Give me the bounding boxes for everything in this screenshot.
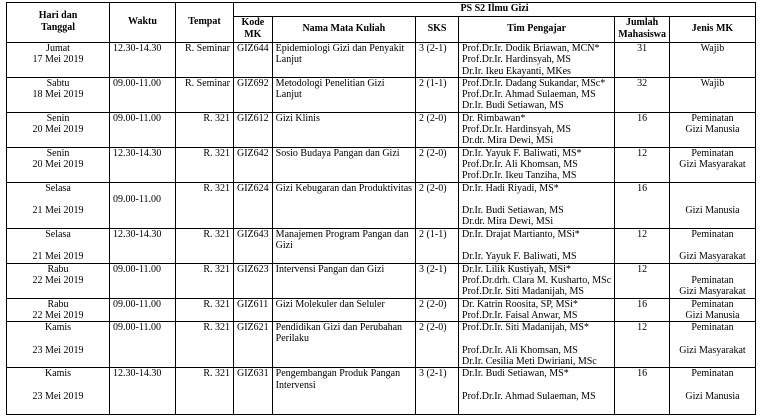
cell-course-line: Lanjut	[275, 89, 302, 101]
cell-code: GIZ623	[234, 263, 273, 298]
cell-lecturers-line: Dr.Ir. Hadi Riyadi, MS*	[462, 182, 559, 194]
cell-day-line	[10, 135, 106, 146]
cell-place: R. 321	[176, 263, 234, 298]
cell-course	[272, 228, 415, 263]
cell-lecturers-line: Dr.Ir. Budi Setiawan, MS*	[462, 368, 569, 380]
cell-type	[669, 77, 755, 112]
cell-students: 16	[615, 368, 670, 414]
cell-time-line: 09.00-11.00	[113, 193, 161, 205]
table-row	[7, 112, 756, 147]
cell-course-line: Pengembangan Produk Pangan	[275, 368, 401, 380]
cell-type-line	[673, 100, 752, 111]
cell-students: 32	[615, 77, 670, 112]
cell-place: R. 321	[176, 147, 234, 182]
cell-type-line	[673, 135, 752, 146]
cell-type-line	[673, 240, 752, 251]
cell-day-line: 21 Mei 2019	[32, 251, 84, 263]
cell-time-line: 12.30-14.30	[113, 368, 162, 380]
cell-type-line: Gizi Masyarakat	[679, 158, 746, 170]
cell-type-line	[673, 356, 752, 367]
cell-time-line	[113, 402, 172, 413]
cell-day-line: Senin	[46, 147, 70, 159]
cell-lecturers-line: Prof.Dr.Ir. Ahmad Sulaeman, MS	[462, 390, 596, 402]
cell-course-line	[276, 205, 412, 216]
cell-type-line: Gizi Manusia	[685, 124, 740, 136]
cell-credits: 2 (1-1)	[416, 77, 459, 112]
cell-lecturers-line: Prof.Dr.Ir. Ali Khomsan, MS	[462, 158, 578, 170]
cell-code: GIZ644	[234, 43, 273, 78]
cell-course	[272, 147, 415, 182]
cell-place: R. 321	[176, 298, 234, 322]
cell-place: R. 321	[176, 228, 234, 263]
cell-course-line: Gizi	[275, 240, 293, 252]
cell-lecturers-line: Dr. Katrin Roosita, SP, MSi*	[462, 298, 578, 310]
cell-day-line	[10, 66, 106, 77]
cell-type-line	[673, 264, 752, 275]
cell-course-line: Sosio Budaya Pangan dan Gizi	[275, 147, 400, 159]
cell-course-line: Intervensi	[275, 379, 316, 391]
cell-lecturers-line	[462, 333, 611, 344]
cell-lecturers-line: Prof.Dr.Ir. Ikeu Tanziha, MS	[462, 170, 577, 182]
cell-time-line: 12.30-14.30	[113, 147, 162, 159]
cell-lecturers	[459, 322, 615, 368]
cell-time	[110, 43, 176, 78]
cell-lecturers-line: Prof.Dr.Ir. Siti Madanijah, MS*	[462, 322, 589, 334]
header-credits: SKS	[416, 17, 459, 43]
cell-lecturers-line: Prof.Dr.drh. Clara M. Kusharto, MSc	[462, 274, 612, 286]
cell-day-line: Kamis	[44, 368, 72, 380]
cell-type-line: Gizi Manusia	[685, 205, 740, 217]
cell-time-line	[113, 135, 172, 146]
cell-day	[7, 112, 110, 147]
cell-course-line	[276, 345, 412, 356]
cell-lecturers-line: Prof.Dr.Ir. Hardinsyah, MS	[462, 124, 571, 136]
cell-code: GIZ642	[234, 147, 273, 182]
cell-credits: 2 (2-0)	[416, 298, 459, 322]
cell-time	[110, 147, 176, 182]
cell-time-line	[113, 275, 172, 286]
cell-day	[7, 43, 110, 78]
cell-credits: 2 (2-0)	[416, 182, 459, 228]
header-time: Waktu	[110, 3, 176, 43]
cell-time	[110, 368, 176, 414]
cell-time-line	[113, 66, 172, 77]
cell-course-line	[276, 391, 412, 402]
cell-course-line: Pendidikan Gizi dan Perubahan	[275, 322, 403, 334]
header-type: Jenis MK	[669, 17, 755, 43]
cell-time-line	[113, 89, 172, 100]
cell-type-line: Peminatan	[691, 147, 734, 159]
cell-course-line: Gizi Kebugaran dan Produktivitas	[275, 182, 413, 194]
cell-credits: 2 (2-0)	[416, 322, 459, 368]
cell-credits: 2 (2-0)	[416, 147, 459, 182]
cell-time	[110, 298, 176, 322]
cell-type-line: Peminatan	[691, 298, 734, 310]
cell-lecturers-line: Dr.Ir. Budi Setiawan, MS	[462, 205, 564, 217]
cell-time	[110, 228, 176, 263]
cell-day-line	[10, 286, 106, 297]
cell-students: 12	[615, 322, 670, 368]
cell-day-line: Rabu	[47, 298, 69, 310]
cell-type-line: Peminatan	[691, 322, 734, 334]
cell-day-line	[10, 356, 106, 367]
cell-day-line: 20 Mei 2019	[32, 124, 84, 136]
cell-lecturers	[459, 147, 615, 182]
header-day: Hari dan Tanggal	[7, 3, 110, 43]
cell-students: 16	[615, 112, 670, 147]
cell-code: GIZ624	[234, 182, 273, 228]
cell-credits: 2 (2-0)	[416, 112, 459, 147]
table-row	[7, 77, 756, 112]
cell-type	[669, 147, 755, 182]
cell-day	[7, 77, 110, 112]
header-lecturers: Tim Pengajar	[459, 17, 615, 43]
table-row	[7, 182, 756, 228]
cell-students: 16	[615, 298, 670, 322]
cell-course-line: Metodologi Penelitian Gizi	[275, 77, 385, 89]
cell-type	[669, 112, 755, 147]
cell-type-line	[673, 216, 752, 227]
cell-day-line: 21 Mei 2019	[32, 205, 84, 217]
cell-course	[272, 298, 415, 322]
cell-lecturers	[459, 368, 615, 414]
cell-type	[669, 322, 755, 368]
header-course: Nama Mata Kuliah	[272, 17, 415, 43]
cell-credits: 2 (1-1)	[416, 228, 459, 263]
cell-course-line: Perilaku	[275, 333, 309, 345]
cell-time-line	[113, 310, 172, 321]
cell-time-line: 09.00-11.00	[113, 322, 161, 334]
cell-day	[7, 263, 110, 298]
cell-time-line	[113, 251, 172, 262]
cell-type-line: Peminatan	[691, 228, 734, 240]
cell-course-line: Manajemen Program Pangan dan	[275, 228, 409, 240]
cell-time-line	[113, 205, 172, 216]
cell-students: 12	[615, 228, 670, 263]
cell-course-line	[276, 170, 412, 181]
cell-course-line	[276, 194, 412, 205]
cell-type-line	[673, 380, 752, 391]
cell-course	[272, 368, 415, 414]
header-place: Tempat	[176, 3, 234, 43]
cell-credits: 3 (2-1)	[416, 263, 459, 298]
table-row	[7, 368, 756, 414]
cell-type	[669, 228, 755, 263]
cell-day-line: Rabu	[47, 263, 69, 275]
cell-time-line	[113, 391, 172, 402]
cell-type-line	[673, 194, 752, 205]
cell-time-line: 09.00-11.00	[113, 263, 161, 275]
cell-time-line	[113, 286, 172, 297]
cell-lecturers	[459, 112, 615, 147]
cell-day-line: Selasa	[45, 182, 71, 194]
cell-day-line: Jumat	[46, 43, 70, 54]
cell-course-line	[276, 286, 412, 297]
cell-code: GIZ612	[234, 112, 273, 147]
cell-students: 12	[615, 263, 670, 298]
cell-time-line	[113, 240, 172, 251]
cell-lecturers	[459, 182, 615, 228]
cell-credits: 3 (2-1)	[416, 43, 459, 78]
cell-lecturers-line: Dr.Ir. Ikeu Ekayanti, MKes	[462, 65, 571, 77]
cell-code: GIZ692	[234, 77, 273, 112]
cell-day-line: 23 Mei 2019	[32, 390, 84, 402]
header-program: PS S2 Ilmu Gizi	[234, 3, 756, 17]
cell-type	[669, 298, 755, 322]
cell-time-line: 09.00-11.00	[113, 298, 161, 310]
cell-type	[669, 182, 755, 228]
cell-time	[110, 182, 176, 228]
cell-day-line	[10, 333, 106, 344]
cell-course-line	[276, 100, 412, 111]
table-row	[7, 228, 756, 263]
cell-lecturers-line: Prof.Dr.Ir. Faisal Anwar, MS	[462, 309, 578, 321]
cell-day-line: Kamis	[44, 322, 72, 334]
cell-day-line	[10, 194, 106, 205]
header-code: Kode MK	[234, 17, 273, 43]
cell-time-line	[113, 170, 172, 181]
cell-time-line: 12.30-14.30	[113, 43, 162, 54]
cell-students: 31	[615, 43, 670, 78]
cell-time-line	[113, 124, 172, 135]
cell-type-line: Peminatan	[691, 368, 734, 380]
cell-time-line	[113, 216, 172, 227]
cell-lecturers-line: Dr. Rimbawan*	[462, 112, 526, 124]
cell-lecturers-line: Prof.Dr.Ir. Siti Madanijah, MS	[462, 286, 584, 298]
cell-day	[7, 368, 110, 414]
cell-lecturers-line: Dr.Ir. Yayuk F. Baliwati, MS	[462, 251, 577, 263]
cell-time-line	[113, 183, 172, 194]
cell-type-line: Gizi Manusia	[685, 390, 740, 402]
cell-time	[110, 322, 176, 368]
cell-type-line	[673, 54, 752, 65]
cell-type-line	[673, 66, 752, 77]
cell-course-line	[276, 356, 412, 367]
cell-time	[110, 263, 176, 298]
cell-course-line	[276, 251, 412, 262]
table-row	[7, 322, 756, 368]
cell-lecturers-line	[462, 402, 611, 413]
cell-course	[272, 112, 415, 147]
cell-lecturers-line: Prof.Dr.Ir. Ali Khomsan, MS	[462, 344, 578, 356]
cell-day-line	[10, 100, 106, 111]
cell-lecturers-line: Dr.dr. Mira Dewi, MSi	[462, 216, 554, 228]
cell-day-line: Sabtu	[46, 77, 70, 89]
cell-course-line: Intervensi Pangan dan Gizi	[275, 263, 385, 275]
cell-lecturers-line: Dr.Ir. Cesilia Meti Dwiriani, MSc	[462, 356, 597, 368]
cell-course-line: Gizi Molekuler dan Seluler	[275, 298, 385, 310]
cell-lecturers-line	[462, 240, 611, 251]
cell-course-line: Gizi Klinis	[275, 112, 320, 124]
cell-course-line	[276, 66, 412, 77]
cell-time-line: 09.00-11.00	[113, 112, 161, 124]
cell-day	[7, 182, 110, 228]
cell-lecturers-line: Dr.Ir. Budi Setiawan, MS	[462, 100, 564, 112]
cell-course	[272, 43, 415, 78]
cell-time-line	[113, 356, 172, 367]
cell-place: R. 321	[176, 182, 234, 228]
cell-type-line: Peminatan	[691, 112, 734, 124]
cell-lecturers	[459, 298, 615, 322]
cell-time-line: 12.30-14.30	[113, 228, 162, 240]
cell-type-line: Wajib	[700, 43, 725, 54]
cell-lecturers	[459, 228, 615, 263]
cell-type-line	[673, 402, 752, 413]
cell-type	[669, 263, 755, 298]
cell-day-line	[10, 240, 106, 251]
cell-type-line	[673, 89, 752, 100]
cell-day-line: 18 Mei 2019	[32, 89, 84, 101]
cell-lecturers-line: Prof.Dr.Ir. Dodik Briawan, MCN*	[462, 43, 600, 54]
cell-day-line: 23 Mei 2019	[32, 344, 84, 356]
cell-type	[669, 43, 755, 78]
cell-course-line	[276, 135, 412, 146]
cell-type-line: Gizi Masyarakat	[679, 286, 746, 298]
cell-day-line	[10, 380, 106, 391]
cell-day-line	[10, 216, 106, 227]
table-row	[7, 263, 756, 298]
cell-day-line: 20 Mei 2019	[32, 158, 84, 170]
cell-day	[7, 322, 110, 368]
cell-type-line	[673, 333, 752, 344]
cell-course	[272, 322, 415, 368]
cell-type-line	[673, 183, 752, 194]
cell-course-line	[276, 275, 412, 286]
cell-time	[110, 112, 176, 147]
cell-course-line	[276, 159, 412, 170]
cell-course-line	[276, 402, 412, 413]
cell-lecturers-line: Dr.Ir. Lilik Kustiyah, MSi*	[462, 263, 571, 275]
cell-lecturers-line: Dr.Ir. Yayuk F. Baliwati, MS*	[462, 147, 582, 159]
cell-lecturers-line: Dr.Ir. Drajat Martianto, MSi*	[462, 228, 580, 240]
cell-type-line: Gizi Manusia	[685, 309, 740, 321]
cell-type-line: Gizi Masyarakat	[679, 251, 746, 263]
cell-time-line	[113, 54, 172, 65]
cell-code: GIZ631	[234, 368, 273, 414]
cell-lecturers	[459, 263, 615, 298]
schedule-table	[6, 2, 756, 415]
cell-code: GIZ643	[234, 228, 273, 263]
cell-code: GIZ621	[234, 322, 273, 368]
cell-course-line	[276, 124, 412, 135]
cell-students: 16	[615, 182, 670, 228]
cell-course-line	[276, 310, 412, 321]
cell-day	[7, 298, 110, 322]
cell-day-line: Senin	[46, 112, 70, 124]
cell-course-line: Lanjut	[275, 54, 302, 66]
cell-place: R. 321	[176, 322, 234, 368]
header-students: Jumlah Mahasiswa	[615, 17, 670, 43]
cell-type-line	[673, 170, 752, 181]
cell-time-line	[113, 159, 172, 170]
cell-lecturers-line	[462, 380, 611, 391]
cell-course	[272, 263, 415, 298]
cell-lecturers-line: Dr.dr. Mira Dewi, MSi	[462, 135, 554, 147]
cell-course	[272, 77, 415, 112]
cell-lecturers-line	[462, 194, 611, 205]
table-row	[7, 43, 756, 78]
cell-type-line: Wajib	[700, 77, 725, 89]
cell-code: GIZ611	[234, 298, 273, 322]
cell-lecturers	[459, 77, 615, 112]
cell-lecturers-line: Prof.Dr.Ir. Ahmad Sulaeman, MS	[462, 89, 596, 101]
cell-type	[669, 368, 755, 414]
cell-time	[110, 77, 176, 112]
cell-course	[272, 182, 415, 228]
cell-day-line: 22 Mei 2019	[32, 309, 84, 321]
cell-day-line	[10, 170, 106, 181]
cell-time-line	[113, 333, 172, 344]
cell-time-line	[113, 380, 172, 391]
cell-day-line: 22 Mei 2019	[32, 274, 84, 286]
cell-credits: 3 (2-1)	[416, 368, 459, 414]
cell-course-line: Epidemiologi Gizi dan Penyakit	[275, 43, 405, 54]
cell-type-line: Peminatan	[691, 274, 734, 286]
cell-day	[7, 147, 110, 182]
cell-lecturers-line: Prof.Dr.Ir. Dadang Sukandar, MSc*	[462, 77, 606, 89]
table-row	[7, 298, 756, 322]
cell-day-line: 17 Mei 2019	[32, 54, 84, 66]
cell-students: 12	[615, 147, 670, 182]
cell-place: R. 321	[176, 112, 234, 147]
cell-course-line	[276, 216, 412, 227]
cell-place: R. Seminar	[176, 77, 234, 112]
cell-lecturers-line: Prof.Dr.Ir. Hardinsyah, MS	[462, 54, 571, 66]
cell-place: R. Seminar	[176, 43, 234, 78]
cell-day-line	[10, 402, 106, 413]
cell-time-line: 09.00-11.00	[113, 77, 161, 89]
cell-day	[7, 228, 110, 263]
table-row	[7, 147, 756, 182]
cell-day-line: Selasa	[45, 228, 71, 240]
cell-lecturers	[459, 43, 615, 78]
cell-type-line: Gizi Masyarakat	[679, 344, 746, 356]
cell-time-line	[113, 100, 172, 111]
cell-time-line	[113, 345, 172, 356]
cell-place: R. 321	[176, 368, 234, 414]
